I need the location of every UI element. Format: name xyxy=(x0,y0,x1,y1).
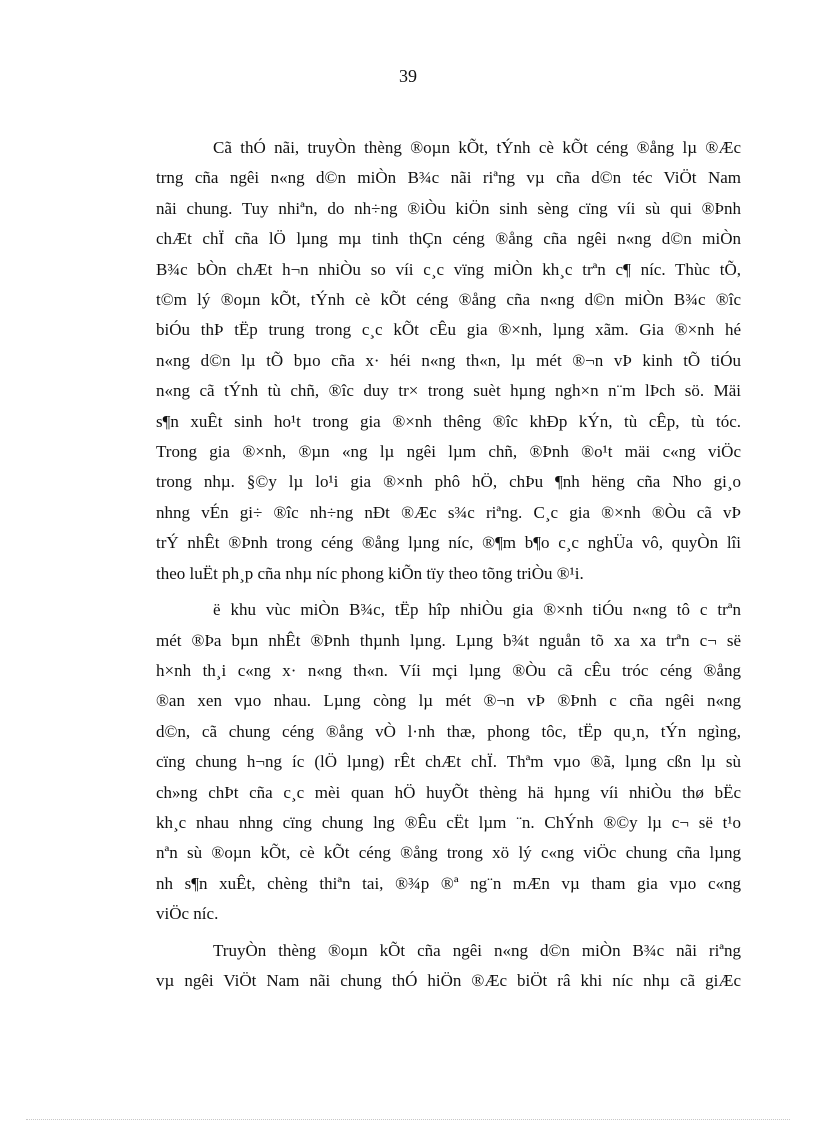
text-line: ®an xen vµo nhau. Lµng còng lµ mét ®¬n vÞ ®Þnh c cña ngêi n«ng xyxy=(156,691,741,711)
paragraph-3 xyxy=(156,936,741,997)
text-line: chÆt chÏ cña lÖ lµng mµ tinh thÇn céng ®ång cña ngêi n«ng d©n miÒn xyxy=(156,229,741,249)
text-line: n«ng cã tÝnh tù chñ, ®îc duy tr× trong suèt hµng ngh×n n¨m lÞch sö. Mäi xyxy=(156,381,741,401)
text-line: kh¸c nhau nhng cïng chung lng ®Êu cËt lµm ¨n. ChÝnh ®©y lµ c¬ së t¹o xyxy=(156,812,741,832)
text-line: t©m lý ®oµn kÕt, tÝnh cè kÕt céng ®ång cña n«ng d©n miÒn B¾c ®îc xyxy=(156,290,741,310)
text-line: biÓu thÞ tËp trung trong c¸c kÕt cÊu gia ®×nh, lµng xãm. Gia ®×nh hé xyxy=(156,320,741,340)
text-line: nãi chung. Tuy nhiªn, do nh÷ng ®iÒu kiÖn sinh sèng cïng víi sù qui ®Þnh xyxy=(156,198,741,218)
text-line: cïng chung h¬ng íc (lÖ lµng) rÊt chÆt chÏ. Thªm vµo ®ã, lµng cßn lµ sù xyxy=(156,752,741,772)
text-line: TruyÒn thèng ®oµn kÕt cña ngêi n«ng d©n miÒn B¾c nãi riªng xyxy=(213,940,741,960)
text-line: ch»ng chÞt cña c¸c mèi quan hÖ huyÕt thèng hä hµng víi nhiÒu thø bËc xyxy=(156,782,741,802)
text-line: B¾c bÒn chÆt h¬n nhiÒu so víi c¸c vïng miÒn kh¸c trªn c¶ níc. Thùc tÕ, xyxy=(156,259,741,279)
text-line: h×nh th¸i c«ng x· n«ng th«n. Víi mçi lµng ®Òu cã cÊu tróc céng ®ång xyxy=(156,660,741,680)
text-line: mét ®Þa bµn nhÊt ®Þnh thµnh lµng. Lµng b¾t nguån tõ xa xa trªn c¬ së xyxy=(156,630,741,650)
body-text xyxy=(156,133,741,996)
text-line: Trong gia ®×nh, ®µn «ng lµ ngêi lµm chñ, ®Þnh ®o¹t mäi c«ng viÖc xyxy=(156,442,741,462)
text-line: n«ng d©n lµ tÕ bµo cña x· héi n«ng th«n, lµ mét ®¬n vÞ kinh tÕ tiÓu xyxy=(156,350,741,370)
text-line: nªn sù ®oµn kÕt, cè kÕt céng ®ång trong xö lý c«ng viÖc chung cña lµng xyxy=(156,843,741,863)
text-line: nhng vÉn gi÷ ®îc nh÷ng nÐt ®Æc s¾c riªng. C¸c gia ®×nh ®Òu cã vÞ xyxy=(156,502,741,522)
text-line: d©n, cã chung céng ®ång vÒ l·nh thæ, phong tôc, tËp qu¸n, tÝn ngìng, xyxy=(156,721,741,741)
text-line: Cã thÓ nãi, truyÒn thèng ®oµn kÕt, tÝnh cè kÕt céng ®ång lµ ®Æc xyxy=(213,138,741,157)
paragraph-1 xyxy=(156,133,741,589)
page-number: 39 xyxy=(399,66,417,86)
text-line: trng cña ngêi n«ng d©n miÒn B¾c nãi riªng vµ cña d©n téc ViÖt Nam xyxy=(156,168,741,188)
paragraph-2 xyxy=(156,595,741,929)
text-line: trÝ nhÊt ®Þnh trong céng ®ång lµng níc, ®¶m b¶o c¸c nghÜa vô, quyÒn lîi xyxy=(156,533,741,553)
text-line: viÖc níc. xyxy=(156,904,219,924)
text-line: vµ ngêi ViÖt Nam nãi chung thÓ hiÖn ®Æc biÖt râ khi níc nhµ cã giÆc xyxy=(156,970,741,990)
text-line: nh s¶n xuÊt, chèng thiªn tai, ®¾p ®ª ng¨n mÆn vµ tham gia vµo c«ng xyxy=(156,873,741,893)
text-line: trong nhµ. §©y lµ lo¹i gia ®×nh phô hÖ, chÞu ¶nh hëng cña Nho gi¸o xyxy=(156,472,741,492)
page-bottom-divider xyxy=(26,1119,790,1120)
text-line: theo luËt ph¸p cña nhµ níc phong kiÕn tïy theo tõng triÒu ®¹i. xyxy=(156,563,584,583)
text-line: s¶n xuÊt sinh ho¹t trong gia ®×nh thêng ®îc khÐp kÝn, tù cÊp, tù tóc. xyxy=(156,411,741,431)
text-line: ë khu vùc miÒn B¾c, tËp hîp nhiÒu gia ®×nh tiÓu n«ng tô c trªn xyxy=(213,600,741,620)
